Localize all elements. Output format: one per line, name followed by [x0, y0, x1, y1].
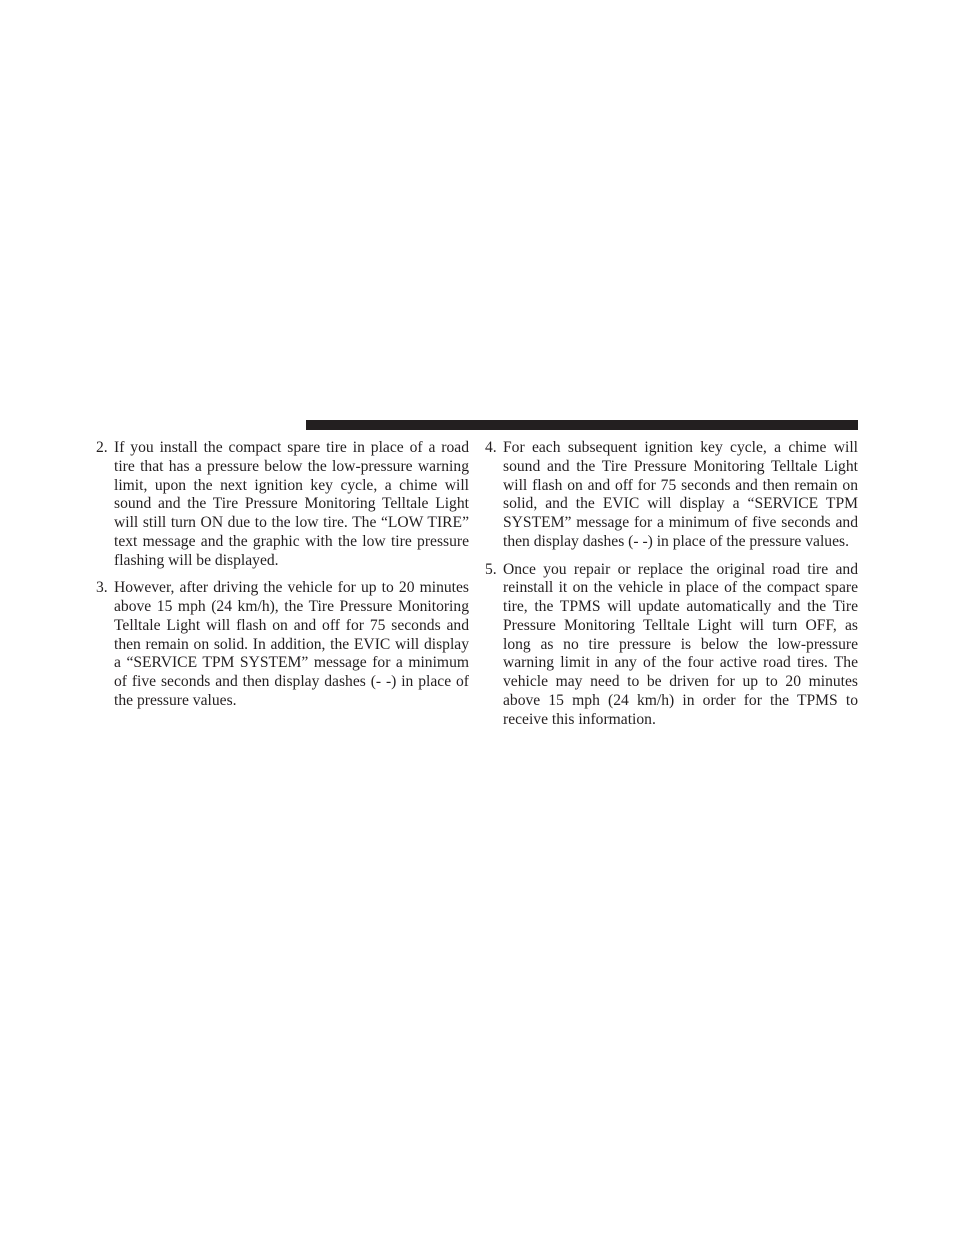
section-header-bar: [306, 420, 858, 430]
left-column-list: [96, 439, 469, 720]
list-item-text: Once you repair or replace the original road tire and reinstall it on the vehicle in place of the compact spare tire, the TPMS will update automatically and the Tire Pressure Monitoring Telltale Light will turn OFF, as long as no tire pressure is below the low-pressure warning limit in any of the four active road tires. The vehicle may need to be driven for up to 20 minutes above 15 mph (24 km/h) in order for the TPMS to receive this information.: [503, 560, 858, 728]
list-item-number: 2.: [96, 439, 108, 456]
list-item-text: If you install the compact spare tire in place of a road tire that has a pressure below the low-pressure warning limit, upon the next ignition key cycle, a chime will sound and the Tire Pressure Monitoring Telltale Light will still turn ON due to the low tire. The “LOW TIRE” text message and the graphic with the low tire pressure flashing will be displayed.: [114, 439, 469, 569]
list-item-number: 5.: [485, 560, 497, 578]
list-item: [485, 561, 858, 730]
list-item: [485, 439, 858, 552]
list-item-text: For each subsequent ignition key cycle, a chime will sound and the Tire Pressure Monitoring Telltale Light will flash on and off for 75 seconds and then remain on solid, and the EVIC will display a “SERVICE TPM SYSTEM” message for a minimum of five seconds and then display dashes (- -) in place of the pressure values.: [503, 439, 858, 550]
right-column-list: [485, 439, 858, 738]
list-item-number: 4.: [485, 439, 497, 456]
list-item-text: However, after driving the vehicle for up to 20 minutes above 15 mph (24 km/h), the Tire Pressure Monitoring Telltale Light will flash on and off for 75 seconds and then remain on solid. In addition, the EVIC will display a “SERVICE TPM SYSTEM” message for a minimum of five seconds and then display dashes (- -) in place of the pressure values.: [114, 579, 469, 709]
list-item: [96, 439, 469, 570]
list-item: [96, 579, 469, 710]
list-item-number: 3.: [96, 579, 108, 597]
